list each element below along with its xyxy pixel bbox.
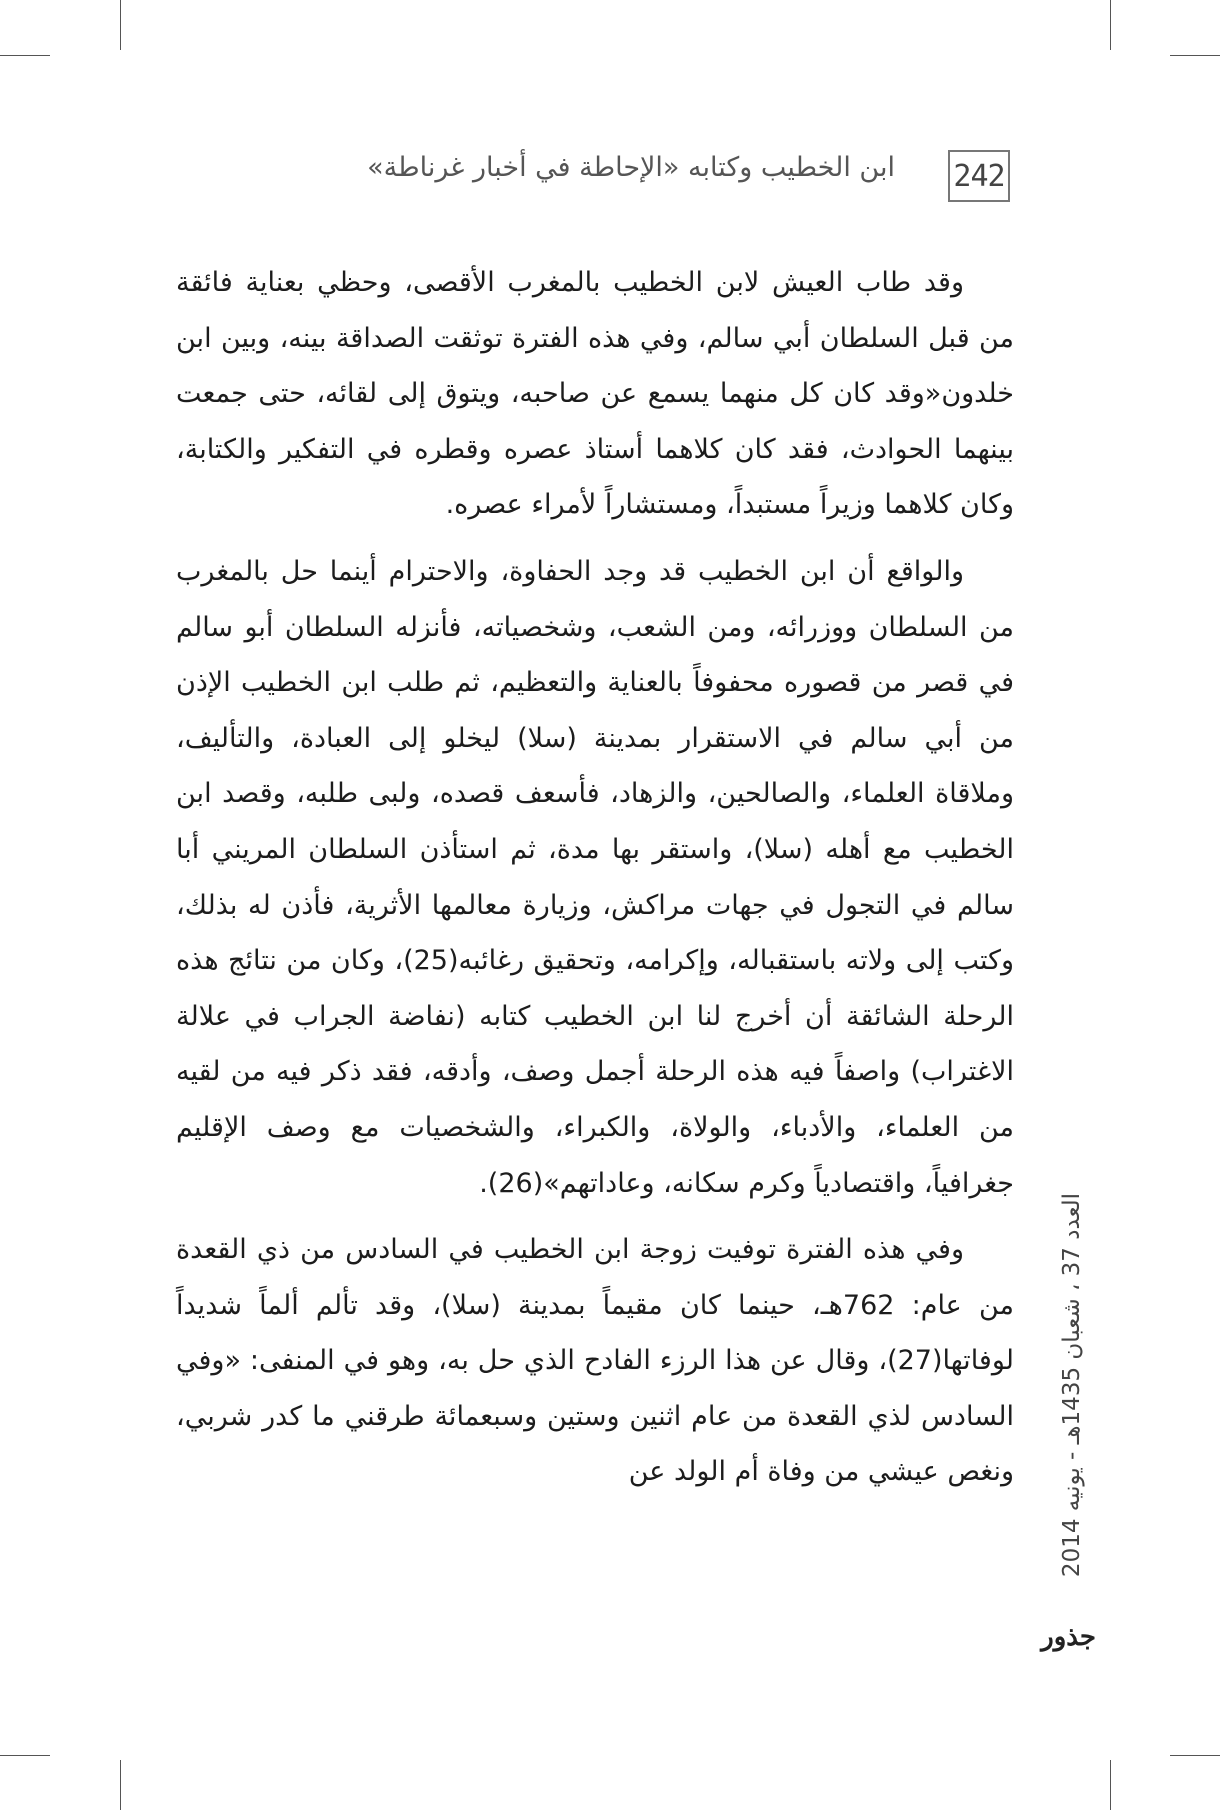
crop-mark xyxy=(1110,0,1111,50)
crop-mark xyxy=(120,0,121,50)
crop-mark xyxy=(1170,55,1220,56)
crop-mark xyxy=(1170,1755,1220,1756)
journal-logo: جذور xyxy=(1041,1622,1096,1652)
paragraph: والواقع أن ابن الخطيب قد وجد الحفاوة، والاحترام أينما حل بالمغرب من السلطان ووزرائه، ومن الشعب، وشخصياته، فأنزله السلطان أبو سالم في قصر من قصوره محفوفاً بالعناية والتعظيم، ثم طلب ابن الخطيب الإذن من أبي سالم في الاستقرار بمدينة (سلا) ليخلو إلى العبادة، والتأليف، وملاقاة العلماء، والصالحين، والزهاد، فأسعف قصده، ولبى طلبه، وقصد ابن الخطيب مع أهله (سلا)، واستقر بها مدة، ثم استأذن السلطان المريني أبا سالم في التجول في جهات مراكش، وزيارة معالمها الأثرية، فأذن له بذلك، وكتب إلى ولاته باستقباله، وإكرامه، وتحقيق رغائبه(25)، وكان من نتائج هذه الرحلة الشائقة أن أخرج لنا ابن الخطيب كتابه (نفاضة الجراب في علالة الاغتراب) واصفاً فيه هذه الرحلة أجمل وصف، وأدقه، فقد ذكر فيه من لقيه من العلماء، والأدباء، والولاة، والكبراء، والشخصيات مع وصف الإقليم جغرافياً، واقتصادياً وكرم سكانه، وعاداتهم»(26). xyxy=(176,555,1014,1199)
article-body xyxy=(176,255,1014,1511)
crop-mark xyxy=(0,55,50,56)
crop-mark xyxy=(0,1755,50,1756)
page-number: 242 xyxy=(948,150,1010,202)
crop-mark xyxy=(1110,1760,1111,1810)
page-header xyxy=(367,150,1010,210)
issue-label-container xyxy=(1050,1150,1094,1620)
paragraph: وفي هذه الفترة توفيت زوجة ابن الخطيب في السادس من ذي القعدة من عام: 762هـ، حينما كان مقيماً بمدينة (سلا)، وقد تألم ألماً شديداً لوفاتها(27)، وقال عن هذا الرزء الفادح الذي حل به، وهو في المنفى: «وفي السادس لذي القعدة من عام اثنين وستين وسبعمائة طرقني ما كدر شربي، ونغص عيشي من وفاة أم الولد عن xyxy=(176,1234,1014,1488)
running-title: ابن الخطيب وكتابه «الإحاطة في أخبار غرناطة» xyxy=(367,152,895,183)
crop-mark xyxy=(120,1760,121,1810)
issue-label: العدد 37 ، شعبان 1435هـ - يونيه 2014 xyxy=(1059,1192,1085,1578)
paragraph: وقد طاب العيش لابن الخطيب بالمغرب الأقصى، وحظي بعناية فائقة من قبل السلطان أبي سالم، وفي هذه الفترة توثقت الصداقة بينه، وبين ابن خلدون«وقد كان كل منهما يسمع عن صاحبه، ويتوق إلى لقائه، حتى جمعت بينهما الحوادث، فقد كان كلاهما أستاذ عصره وقطره في التفكير والكتابة، وكان كلاهما وزيراً مستبداً، ومستشاراً لأمراء عصره. xyxy=(176,267,1014,521)
